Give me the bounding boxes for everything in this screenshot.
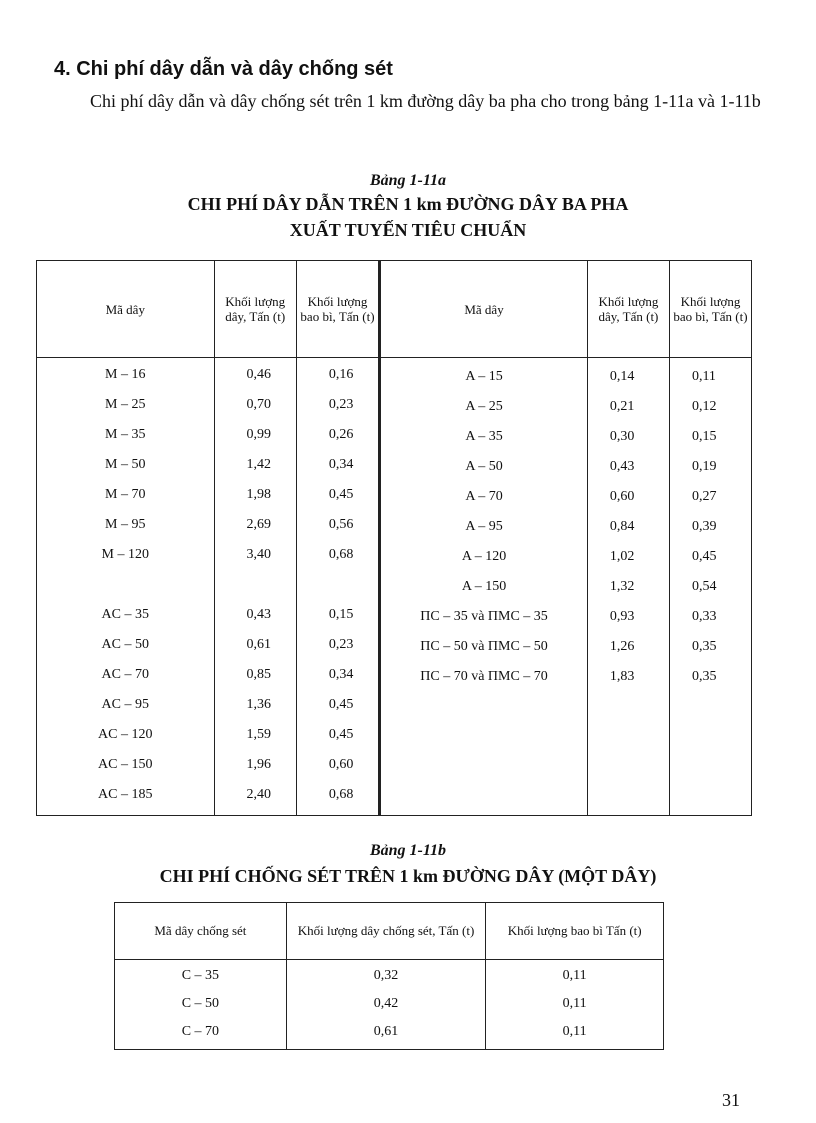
table-a-title-line1: CHI PHÍ DÂY DẪN TRÊN 1 km ĐƯỜNG DÂY BA PHA — [187, 194, 629, 214]
table-a-right-code-cell: A – 95 — [465, 519, 503, 534]
table-b-header-mass: Khối lượng dây chống sét, Tấn (t) — [286, 903, 486, 960]
table-a-caption: Bảng 1-11a — [369, 172, 446, 189]
table-a-right-code-cell: A – 150 — [461, 579, 507, 594]
table-b-header-pack: Khối lượng bao bì Tấn (t) — [486, 903, 664, 960]
table-a-header-code-right: Mã dây — [380, 261, 588, 358]
section-heading: 4. Chi phí dây dẫn và dây chống sét — [54, 58, 393, 80]
table-a-left-pack-cell: 0,26 — [328, 427, 354, 442]
table-a-left-pack-cell: 0,45 — [328, 487, 354, 502]
table-a-right-pack-cell: 0,12 — [691, 399, 717, 414]
table-a-left-pack — [296, 358, 379, 816]
table-a-right-mass-cell: 0,43 — [609, 459, 635, 474]
table-a-header-pack-left: Khối lượng bao bì, Tấn (t) — [296, 261, 379, 358]
table-a-right-mass-cell: 1,02 — [609, 549, 635, 564]
table-a-left-mass-cell: 0,70 — [246, 397, 272, 412]
table-a-left-code-cell: M – 35 — [105, 427, 146, 442]
table-a-left-code-cell: AC – 95 — [101, 697, 149, 712]
table-a-left-mass — [214, 358, 296, 816]
table-a-left-pack-cell: 0,60 — [328, 757, 354, 772]
table-a-left-mass-cell: 1,36 — [246, 697, 272, 712]
table-a-right-code-cell: ΠC – 70 và ΠMC – 70 — [420, 669, 548, 684]
table-a-right-code-cell: A – 25 — [465, 399, 503, 414]
table-a-header-mass-right: Khối lượng dây, Tấn (t) — [587, 261, 669, 358]
table-a-left-code-cell: M – 25 — [105, 397, 146, 412]
table-a-left-mass-cell: 3,40 — [246, 547, 272, 562]
table-a-right-code-cell: A – 35 — [465, 429, 503, 444]
page-number: 31 — [722, 1090, 740, 1110]
table-a-left-mass-cell: 1,98 — [246, 487, 272, 502]
table-a-left-mass-cell: 2,40 — [246, 787, 272, 802]
table-a-left-code-cell: M – 120 — [101, 547, 149, 562]
table-a-left-code-cell: AC – 120 — [98, 727, 153, 742]
table-a-left-mass-cell: 2,69 — [246, 517, 272, 532]
table-a-left-pack-cell: 0,34 — [328, 457, 354, 472]
table-a-left-pack-cell: 0,45 — [328, 727, 354, 742]
table-a-body-row — [37, 358, 752, 816]
table-a-right-code-cell: A – 50 — [465, 459, 503, 474]
table-a-right-code-cell: ΠC – 35 và ΠMC – 35 — [420, 609, 548, 624]
table-a-right-code-cell: A – 15 — [465, 369, 503, 384]
table-a-left-codes — [37, 358, 215, 816]
table-a-left-mass-cell: 1,59 — [246, 727, 272, 742]
table-a-left-code-cell: AC – 35 — [101, 607, 149, 622]
table-b-mass-cell: 0,32 — [373, 968, 399, 983]
table-a-left-code-cell: AC – 70 — [101, 667, 149, 682]
table-b-code-cell: C – 35 — [181, 968, 220, 983]
table-b-code-cell: C – 70 — [181, 1024, 220, 1039]
table-a-right-mass-cell: 0,21 — [609, 399, 635, 414]
intro-text: Chi phí dây dẫn và dây chống sét trên 1 km đường dây ba pha cho trong bảng 1-11a và 1-11b — [90, 91, 761, 111]
table-a-left-pack-cell: 0,68 — [328, 547, 354, 562]
table-a-right-pack-cell: 0,54 — [691, 579, 717, 594]
table-a-right-mass-cell: 0,14 — [609, 369, 635, 384]
table-b-pack-cell: 0,11 — [562, 968, 587, 983]
table-a-right-pack-cell: 0,33 — [691, 609, 717, 624]
table-a-left-mass-cell: 0,61 — [246, 637, 272, 652]
table-a-left-pack-cell: 0,34 — [328, 667, 354, 682]
table-b-mass-cell: 0,42 — [373, 996, 399, 1011]
table-a-left-pack-cell — [297, 570, 378, 600]
table-a-header-row — [37, 261, 752, 358]
table-a-left-code-cell: M – 16 — [105, 367, 146, 382]
table-a-left-code-cell — [37, 570, 214, 600]
table-a-left-mass-cell: 1,42 — [246, 457, 272, 472]
table-a-right-mass-cell: 1,26 — [609, 639, 635, 654]
table-b-pack-cell: 0,11 — [562, 996, 587, 1011]
intro-paragraph — [54, 90, 774, 112]
table-a-right-codes — [380, 358, 588, 816]
table-a-left-pack-cell: 0,23 — [328, 637, 354, 652]
table-a-right-code-cell: A – 70 — [465, 489, 503, 504]
table-a-title-line2: XUẤT TUYẾN TIÊU CHUẨN — [289, 220, 527, 240]
table-a-left-mass-cell — [215, 570, 296, 600]
table-b-caption: Bảng 1-11b — [369, 842, 446, 859]
table-b-codes — [115, 960, 287, 1050]
table-a-header-code-left: Mã dây — [37, 261, 215, 358]
table-a-left-pack-cell: 0,68 — [328, 787, 354, 802]
table-a-header-mass-left: Khối lượng dây, Tấn (t) — [214, 261, 296, 358]
table-a-right-mass-cell: 0,93 — [609, 609, 635, 624]
table-a-left-pack-cell: 0,23 — [328, 397, 354, 412]
table-b-mass-cell: 0,61 — [373, 1024, 399, 1039]
table-a-right-pack-cell: 0,39 — [691, 519, 717, 534]
table-a-header-pack-right: Khối lượng bao bì, Tấn (t) — [669, 261, 751, 358]
table-a-left-code-cell: AC – 185 — [98, 787, 153, 802]
table-a-right-mass-cell: 0,30 — [609, 429, 635, 444]
table-a-left-mass-cell: 1,96 — [246, 757, 272, 772]
table-a-left-code-cell: AC – 150 — [98, 757, 153, 772]
table-b-header-code: Mã dây chống sét — [115, 903, 287, 960]
table-a-right-pack-cell: 0,15 — [691, 429, 717, 444]
table-a-left-pack-cell: 0,45 — [328, 697, 354, 712]
table-a-left-code-cell: M – 50 — [105, 457, 146, 472]
table-a-left-code-cell: AC – 50 — [101, 637, 149, 652]
table-a-right-code-cell: A – 120 — [461, 549, 507, 564]
table-b-pack — [486, 960, 664, 1050]
table-a-left-mass-cell: 0,43 — [246, 607, 272, 622]
table-a-left-mass-cell: 0,46 — [246, 367, 272, 382]
table-a-left-pack-cell: 0,56 — [328, 517, 354, 532]
table-a-right-code-cell: ΠC – 50 và ΠMC – 50 — [420, 639, 548, 654]
table-a-right-pack — [669, 358, 751, 816]
table-a-right-pack-cell: 0,45 — [691, 549, 717, 564]
table-a-left-pack-cell: 0,15 — [328, 607, 354, 622]
table-a-right-pack-cell: 0,35 — [691, 639, 717, 654]
table-a-right-mass-cell: 1,32 — [609, 579, 635, 594]
table-a-left-code-cell: M – 70 — [105, 487, 146, 502]
table-a-right-mass-cell: 0,60 — [609, 489, 635, 504]
table-b-code-cell: C – 50 — [181, 996, 220, 1011]
table-a-right-pack-cell: 0,19 — [691, 459, 717, 474]
table-a-right-mass-cell: 1,83 — [609, 669, 635, 684]
table-a-left-pack-cell: 0,16 — [328, 367, 354, 382]
table-b — [114, 902, 664, 1050]
table-a-right-mass — [587, 358, 669, 816]
table-a-left-mass-cell: 0,85 — [246, 667, 272, 682]
table-a-left-mass-cell: 0,99 — [246, 427, 272, 442]
table-b-title: CHI PHÍ CHỐNG SÉT TRÊN 1 km ĐƯỜNG DÂY (MỘT DÂY) — [159, 866, 657, 886]
table-a — [36, 260, 752, 816]
table-a-right-pack-cell: 0,27 — [691, 489, 717, 504]
table-a-right-pack-cell: 0,11 — [691, 369, 716, 384]
table-a-right-mass-cell: 0,84 — [609, 519, 635, 534]
table-b-body-row — [115, 960, 664, 1050]
table-b-pack-cell: 0,11 — [562, 1024, 587, 1039]
table-a-left-code-cell: M – 95 — [105, 517, 146, 532]
table-a-right-pack-cell: 0,35 — [691, 669, 717, 684]
table-b-header-row — [115, 903, 664, 960]
table-b-mass — [286, 960, 486, 1050]
